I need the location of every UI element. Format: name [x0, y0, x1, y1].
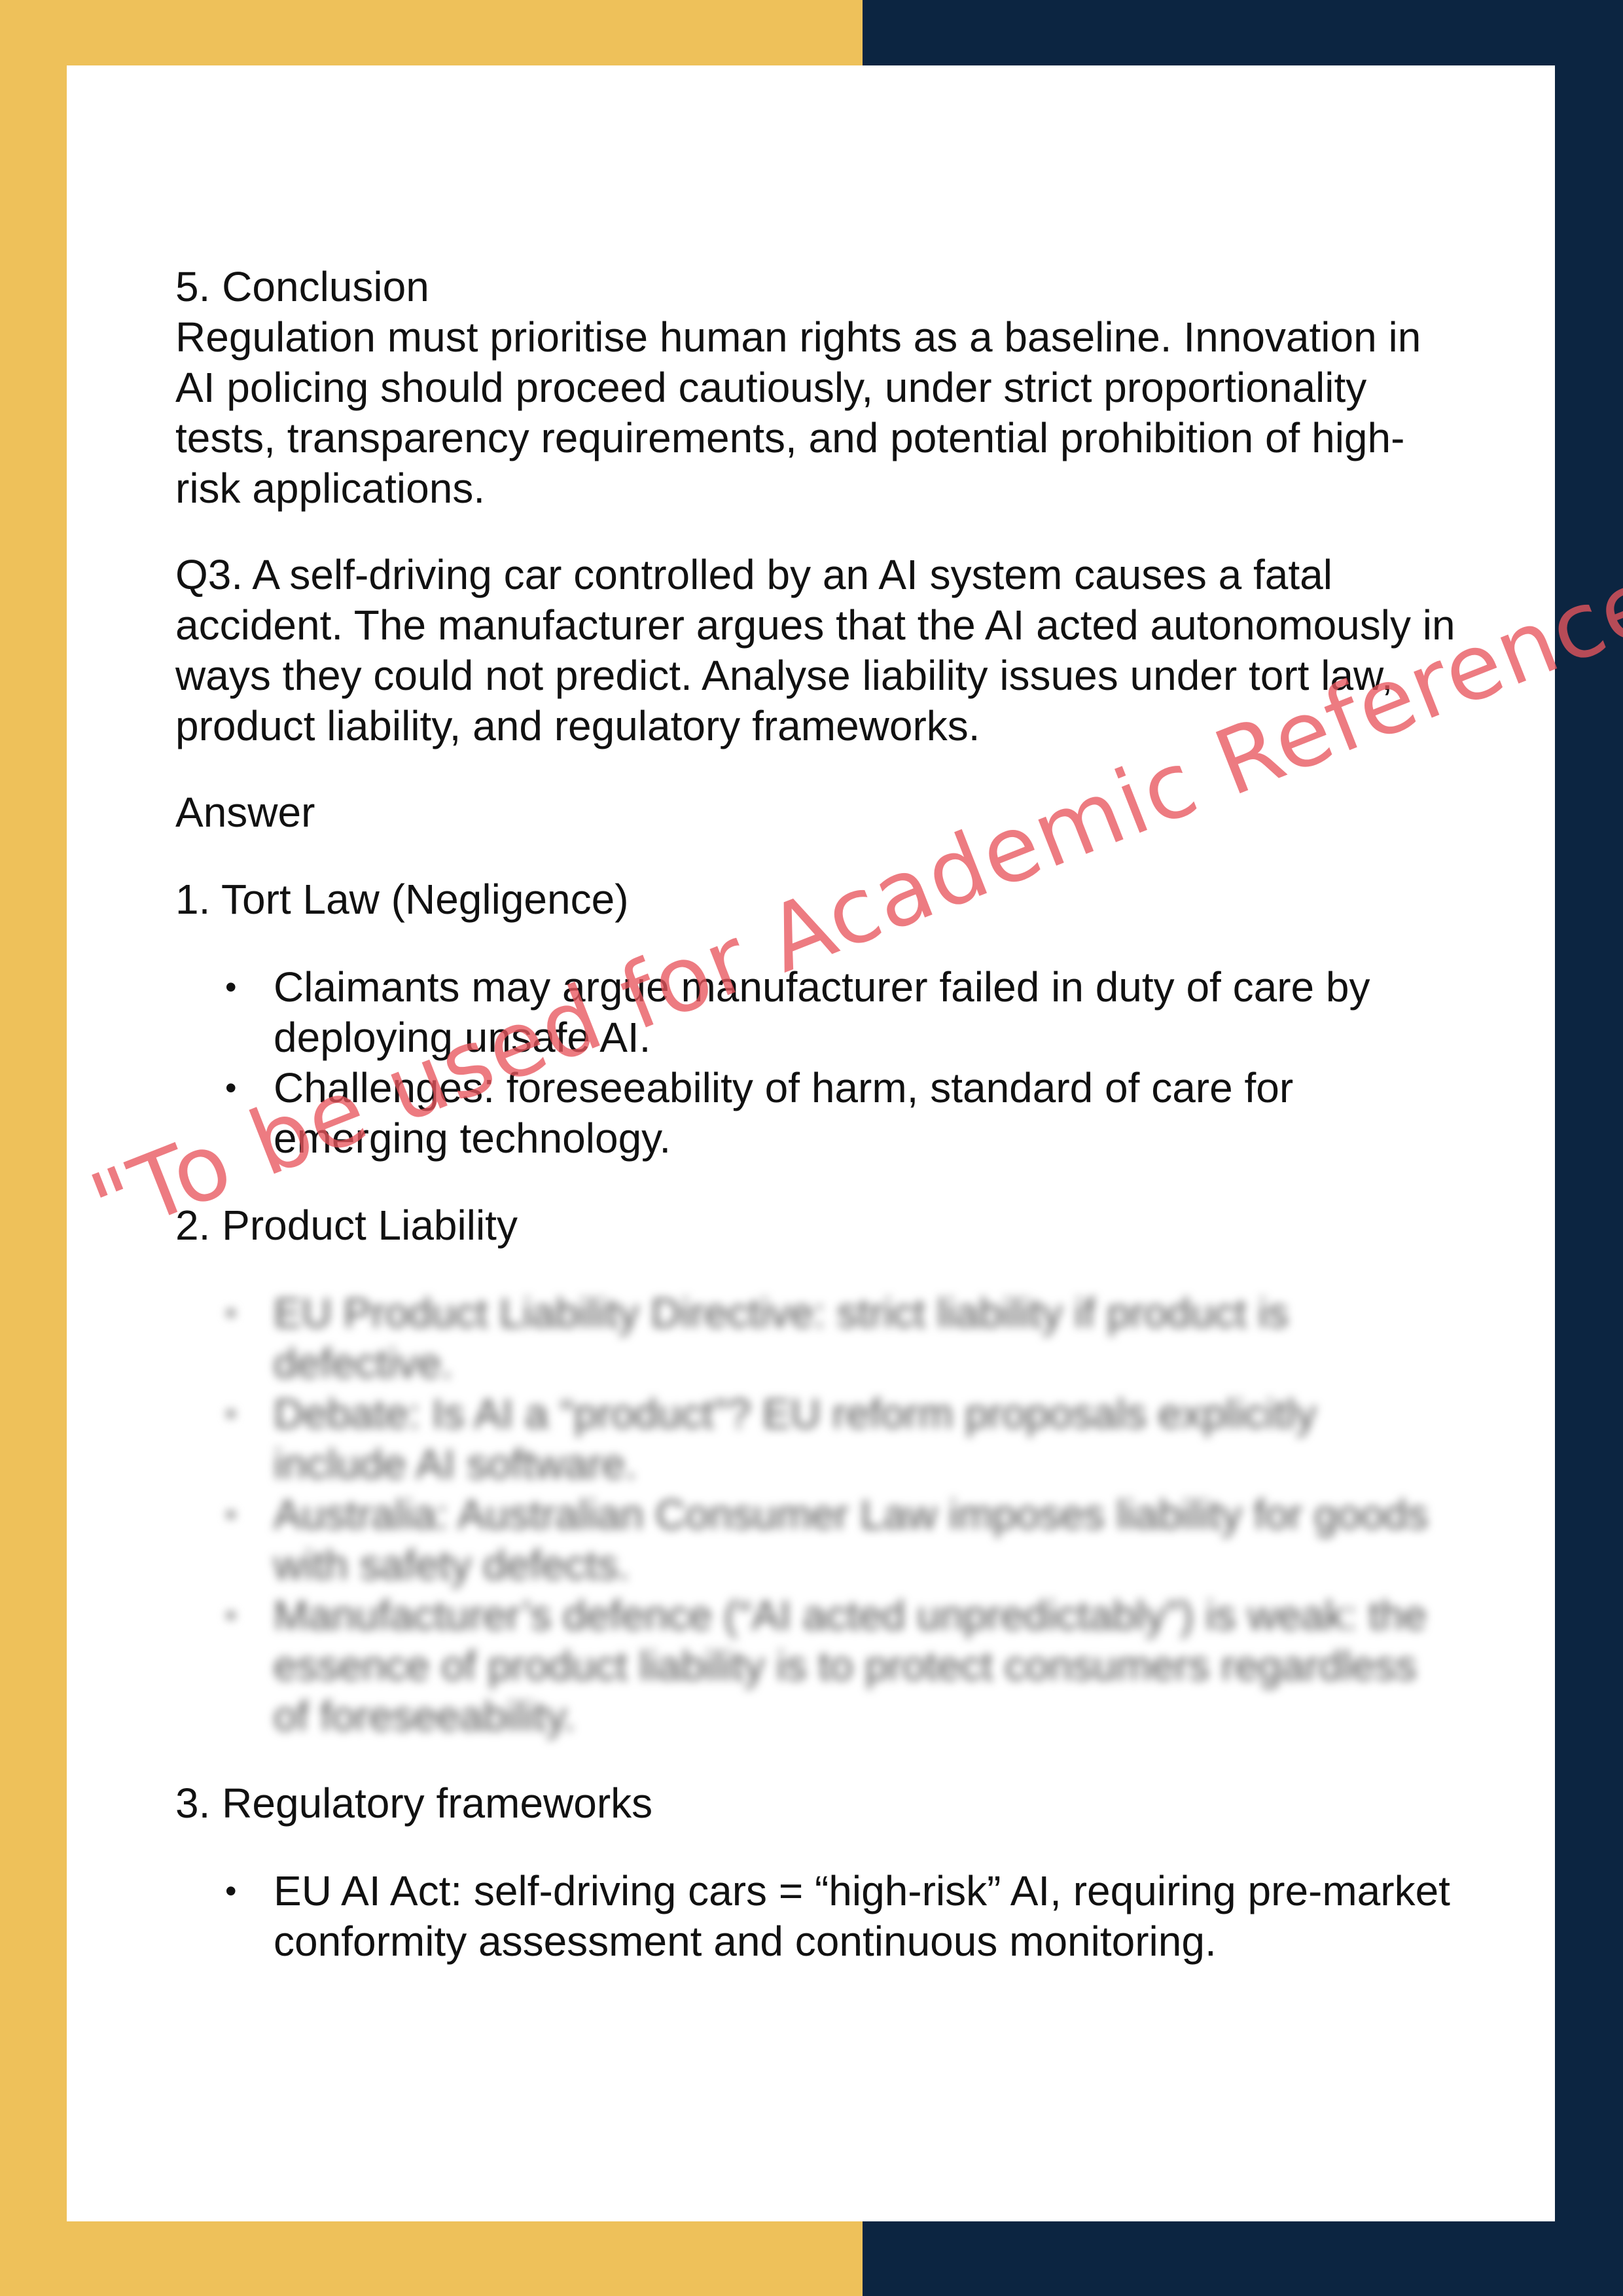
list-item: • Manufacturer’s defence (“AI acted unpredictably”) is weak: the essence of product liability is to protect consumers regardless of foreseeability.: [274, 1590, 1458, 1742]
product-list-blurred: [175, 1288, 1458, 1742]
answer-label: Answer: [175, 789, 315, 836]
section5-body: Regulation must prioritise human rights as a baseline. Innovation in AI policing should proceed cautiously, under strict proportionality tests, transparency requirements, and potential prohibition of high-risk applications.: [175, 314, 1421, 512]
list-item: • EU Product Liability Directive: strict liability if product is defective.: [274, 1288, 1458, 1389]
regulatory-list: [175, 1866, 1458, 1967]
product-heading: 2. Product Liability: [175, 1202, 518, 1249]
list-item: • Claimants may argue manufacturer failed in duty of care by deploying unsafe AI.: [274, 962, 1458, 1063]
regulatory-heading: 3. Regulatory frameworks: [175, 1780, 653, 1827]
list-item: • Australia: Australian Consumer Law imposes liability for goods with safety defects.: [274, 1490, 1458, 1590]
q3-question: Q3. A self-driving car controlled by an AI system causes a fatal accident. The manufacturer argues that the AI acted autonomously in ways they could not predict. Analyse liability issues under tort law, product liability, and regulatory frameworks.: [175, 551, 1455, 749]
list-item: • EU AI Act: self-driving cars = “high-risk” AI, requiring pre-market conformity assessment and continuous monitoring.: [274, 1866, 1458, 1967]
tort-heading: 1. Tort Law (Negligence): [175, 876, 629, 923]
list-item: • Challenges: foreseeability of harm, standard of care for emerging technology.: [274, 1063, 1458, 1164]
watermark-text: "To be used for Academic Reference: [77, 547, 1623, 1260]
section5-heading: 5. Conclusion: [175, 263, 429, 310]
list-item: • Debate: Is AI a “product”? EU reform proposals explicitly include AI software.: [274, 1389, 1458, 1490]
